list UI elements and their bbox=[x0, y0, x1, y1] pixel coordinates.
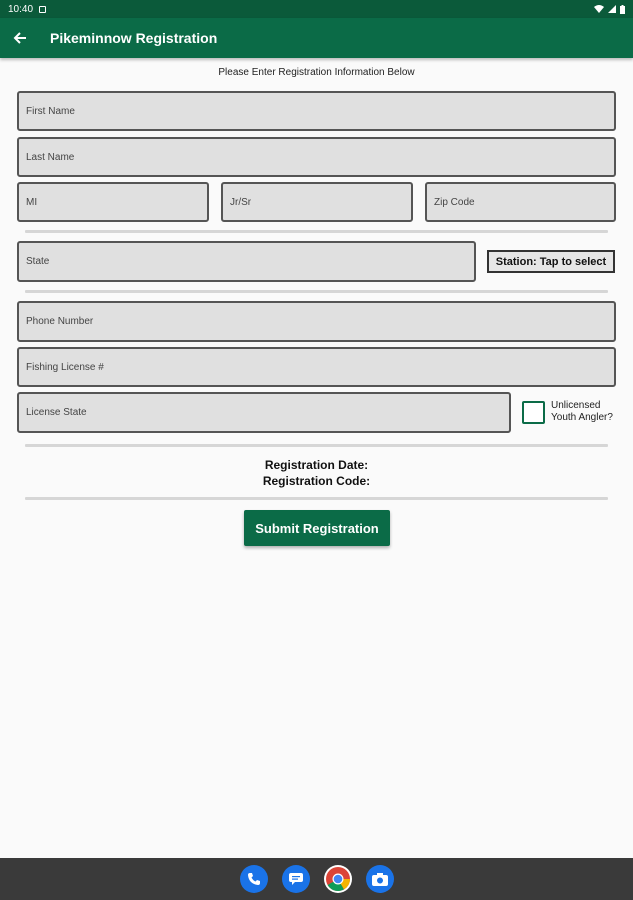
mi-field bbox=[17, 182, 209, 222]
youth-angler-label bbox=[551, 400, 631, 424]
fishing-license-field bbox=[17, 347, 616, 387]
registration-date-label: Registration Date: bbox=[264, 458, 369, 472]
last-name-field bbox=[17, 137, 616, 177]
phone-number-field bbox=[17, 301, 616, 342]
phone-icon[interactable] bbox=[240, 865, 268, 893]
app-title: Pikeminnow Registration bbox=[50, 30, 218, 46]
jr-sr-input[interactable] bbox=[230, 184, 404, 220]
submit-registration-button[interactable]: Submit Registration bbox=[244, 510, 390, 546]
station-select-button[interactable]: Station: Tap to select bbox=[487, 250, 615, 273]
status-time: 10:40 bbox=[8, 3, 34, 15]
jr-sr-field bbox=[221, 182, 413, 222]
camera-icon[interactable] bbox=[366, 865, 394, 893]
instructions-text: Please Enter Registration Information Below bbox=[218, 67, 415, 78]
notification-icon bbox=[39, 6, 46, 13]
wifi-icon bbox=[594, 5, 604, 13]
zip-code-input[interactable] bbox=[434, 184, 607, 220]
state-input[interactable] bbox=[26, 243, 467, 280]
first-name-input[interactable] bbox=[26, 93, 607, 129]
divider bbox=[25, 290, 608, 293]
message-bubble-icon bbox=[289, 873, 303, 885]
divider bbox=[25, 444, 608, 447]
signal-icon bbox=[608, 5, 616, 13]
mi-input[interactable] bbox=[26, 184, 200, 220]
youth-angler-checkbox[interactable] bbox=[522, 401, 545, 424]
phone-number-input[interactable] bbox=[26, 303, 607, 340]
system-dock bbox=[0, 858, 633, 900]
license-state-field bbox=[17, 392, 511, 433]
chrome-logo-icon bbox=[325, 866, 351, 892]
first-name-field bbox=[17, 91, 616, 131]
camera-glyph-icon bbox=[372, 873, 388, 886]
registration-code-label: Registration Code: bbox=[262, 474, 371, 488]
messages-icon[interactable] bbox=[282, 865, 310, 893]
status-icons bbox=[594, 5, 625, 14]
fishing-license-input[interactable] bbox=[26, 349, 607, 385]
arrow-left-icon bbox=[13, 31, 27, 45]
battery-icon bbox=[620, 5, 625, 14]
chrome-icon[interactable] bbox=[324, 865, 352, 893]
app-bar bbox=[0, 18, 633, 58]
back-button[interactable] bbox=[0, 18, 40, 58]
last-name-input[interactable] bbox=[26, 139, 607, 175]
state-field bbox=[17, 241, 476, 282]
zip-code-field bbox=[425, 182, 616, 222]
status-bar bbox=[0, 0, 633, 18]
youth-angler-label-line2: Youth Angler? bbox=[551, 412, 613, 423]
license-state-input[interactable] bbox=[26, 394, 502, 431]
divider bbox=[25, 497, 608, 500]
youth-angler-label-line1: Unlicensed bbox=[551, 400, 601, 411]
divider bbox=[25, 230, 608, 233]
phone-glyph-icon bbox=[247, 872, 261, 886]
